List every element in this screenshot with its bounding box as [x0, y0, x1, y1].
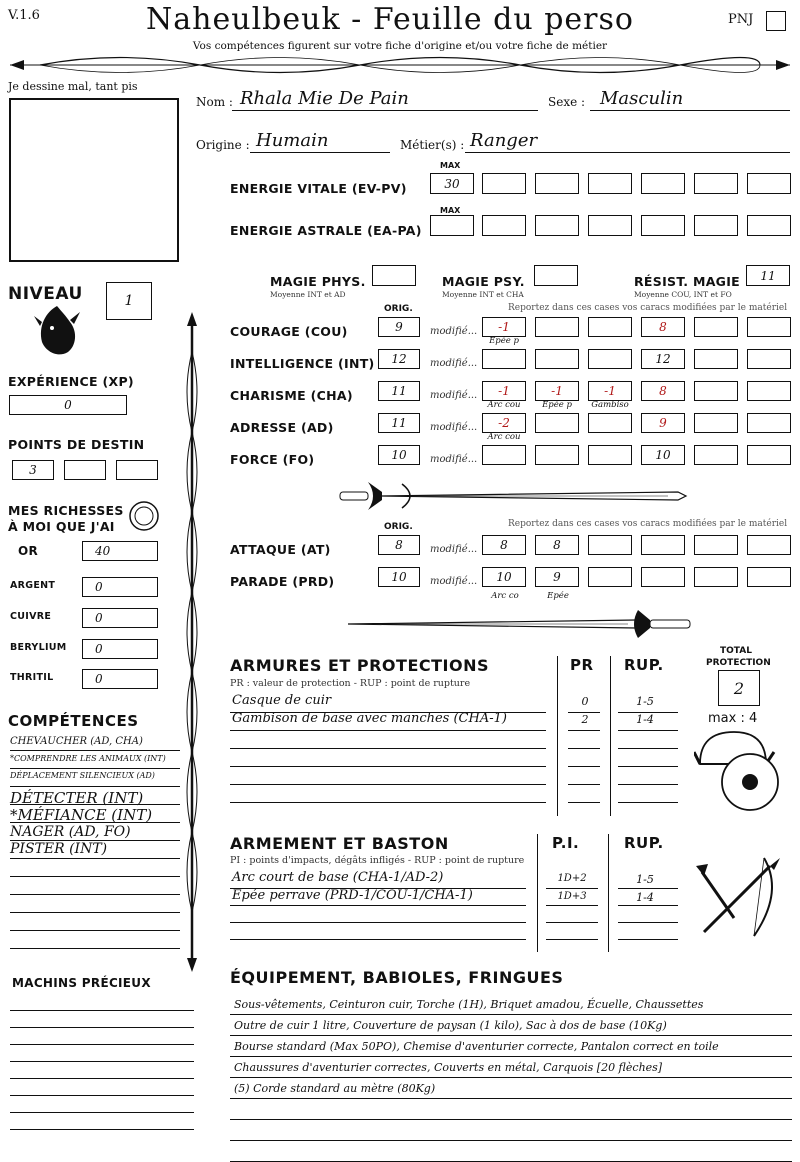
skill-line — [10, 894, 180, 895]
armor-sub: PR : valeur de protection - RUP : point de rupture — [230, 678, 471, 689]
weapons-col-divider-1 — [537, 834, 538, 952]
origine-value[interactable]: Humain — [256, 130, 329, 151]
armor-line — [230, 802, 546, 803]
skill-line — [10, 786, 180, 787]
sexe-value[interactable]: Masculin — [600, 88, 684, 109]
armor-col-divider-2 — [610, 656, 611, 816]
armor-rup-line — [618, 748, 678, 749]
combat-mod-box-5[interactable] — [694, 567, 738, 587]
destiny-box-2[interactable] — [64, 460, 106, 480]
weapons-col-pi: P.I. — [552, 834, 580, 852]
weapon-pi-line — [546, 905, 598, 906]
ev-box-6[interactable] — [747, 173, 791, 194]
stat-mod-box-1[interactable] — [482, 349, 526, 369]
treasure-line — [10, 1027, 194, 1028]
stat-mod-box-4[interactable]: 9 — [641, 413, 685, 433]
stat-name: CHARISME (CHA) — [230, 388, 353, 403]
level-label: NIVEAU — [8, 284, 83, 304]
combat-mod-box-3[interactable] — [588, 567, 632, 587]
combat-name: PARADE (PRD) — [230, 574, 335, 589]
portrait-box[interactable] — [9, 98, 179, 262]
armor-item-pr[interactable]: 2 — [581, 713, 589, 726]
skill-item: *COMPRENDRE LES ANIMAUX (INT) — [10, 753, 166, 763]
ea-box-4[interactable] — [641, 215, 685, 236]
skill-line — [10, 930, 180, 931]
stat-mod-box-4[interactable]: 8 — [641, 317, 685, 337]
ea-box-2[interactable] — [535, 215, 579, 236]
armor-item-rup[interactable]: 1-5 — [636, 695, 654, 708]
skills-title: COMPÉTENCES — [8, 712, 139, 730]
stat-mod-box-3[interactable] — [588, 317, 632, 337]
armor-line — [230, 784, 546, 785]
armor-line — [230, 730, 546, 731]
stat-mod-box-2[interactable] — [535, 317, 579, 337]
weapon-rup-line — [618, 939, 678, 940]
ea-box-5[interactable] — [694, 215, 738, 236]
stat-mod-box-4[interactable]: 8 — [641, 381, 685, 401]
ea-max-box[interactable] — [430, 215, 474, 236]
armor-rup-line — [618, 766, 678, 767]
ev-max-label: MAX — [440, 161, 461, 170]
combat-mod-box-6[interactable] — [747, 535, 791, 555]
wealth-name: ARGENT — [10, 580, 56, 591]
stat-mod-box-1[interactable]: -1 — [482, 381, 526, 401]
sheet-title: Naheulbeuk - Feuille du perso — [146, 2, 634, 37]
ev-label: ENERGIE VITALE (EV-PV) — [230, 181, 407, 196]
weapons-icon — [694, 852, 784, 942]
stat-name: INTELLIGENCE (INT) — [230, 356, 375, 371]
weapons-title: ARMEMENT ET BASTON — [230, 834, 449, 853]
wealth-name: BERYLIUM — [10, 642, 67, 653]
armor-pr-line — [568, 802, 600, 803]
wealth-label-1: MES RICHESSES — [8, 503, 124, 518]
armor-item-name[interactable]: Casque de cuir — [232, 693, 332, 708]
skill-line — [10, 858, 180, 859]
equipment-line — [230, 1098, 792, 1099]
treasures-title: MACHINS PRÉCIEUX — [12, 976, 151, 990]
armor-item-name[interactable]: Gambison de base avec manches (CHA-1) — [232, 711, 507, 726]
destiny-box-3[interactable] — [116, 460, 158, 480]
treasure-line — [10, 1061, 194, 1062]
stat-note: Epée p — [542, 400, 572, 410]
metier-label: Métier(s) : — [400, 138, 465, 152]
coin-icon — [128, 500, 160, 532]
combat-modified-label: modifié... — [430, 544, 478, 555]
wealth-name: OR — [18, 544, 39, 558]
combat-orig[interactable]: 10 — [378, 567, 420, 587]
metier-value[interactable]: Ranger — [470, 130, 538, 151]
wealth-value[interactable]: 0 — [82, 669, 158, 689]
armor-line — [230, 766, 546, 767]
stat-mod-box-6[interactable] — [747, 445, 791, 465]
armor-title: ARMURES ET PROTECTIONS — [230, 656, 489, 675]
ev-box-4[interactable] — [641, 173, 685, 194]
combat-mod-box-6[interactable] — [747, 567, 791, 587]
weapon-pi-line — [546, 939, 598, 940]
stat-mod-box-2[interactable] — [535, 445, 579, 465]
magic-phys-box[interactable] — [372, 265, 416, 286]
armor-rup-line — [618, 730, 678, 731]
stat-mod-box-3[interactable] — [588, 349, 632, 369]
armor-item-rup[interactable]: 1-4 — [636, 713, 654, 726]
metier-line — [465, 152, 790, 153]
stat-mod-box-6[interactable] — [747, 413, 791, 433]
staff-ornament — [180, 312, 204, 972]
skill-item: PISTER (INT) — [10, 841, 108, 857]
stat-mod-box-2[interactable] — [535, 413, 579, 433]
equipment-title: ÉQUIPEMENT, BABIOLES, FRINGUES — [230, 968, 564, 987]
stat-modified-label: modifié... — [430, 358, 478, 369]
combat-mod-box-4[interactable] — [641, 567, 685, 587]
weapon-item-pi[interactable]: 1D+3 — [557, 891, 587, 902]
stats-orig-label: ORIG. — [384, 304, 413, 314]
resist-label: RÉSIST. MAGIE — [634, 274, 741, 289]
armor-pr-line — [568, 784, 600, 785]
equipment-item[interactable]: Chaussures d'aventurier correctes, Couverts en métal, Carquois [20 flèches] — [234, 1061, 663, 1074]
ev-box-2[interactable] — [535, 173, 579, 194]
treasure-line — [10, 1078, 194, 1079]
origine-line — [250, 152, 390, 153]
weapon-item-name[interactable]: Arc court de base (CHA-1/AD-2) — [232, 870, 444, 885]
weapon-pi-line — [546, 888, 598, 889]
skill-item: DÉTECTER (INT) — [10, 788, 144, 807]
stat-orig[interactable]: 9 — [378, 317, 420, 337]
weapon-item-name[interactable]: Epée perrave (PRD-1/COU-1/CHA-1) — [232, 888, 473, 903]
skill-item: DÉPLACEMENT SILENCIEUX (AD) — [10, 771, 155, 780]
treasure-line — [10, 1044, 194, 1045]
ev-box-5[interactable] — [694, 173, 738, 194]
equipment-line — [230, 1077, 792, 1078]
equipment-line — [230, 1035, 792, 1036]
stat-mod-box-5[interactable] — [694, 317, 738, 337]
header-ornament — [0, 52, 800, 78]
treasure-line — [10, 1010, 194, 1011]
version-label: V.1.6 — [8, 8, 40, 23]
sexe-line — [590, 110, 790, 111]
skill-line — [10, 912, 180, 913]
equipment-line — [230, 1140, 792, 1141]
armor-pr-line — [568, 748, 600, 749]
wealth-value[interactable]: 0 — [82, 577, 158, 597]
armor-line — [230, 748, 546, 749]
stat-mod-box-6[interactable] — [747, 317, 791, 337]
armor-pr-line — [568, 766, 600, 767]
level-value[interactable]: 1 — [106, 282, 152, 320]
stat-orig[interactable]: 10 — [378, 445, 420, 465]
stat-mod-box-2[interactable]: -1 — [535, 381, 579, 401]
weapon-rup-line — [618, 905, 678, 906]
stat-mod-box-6[interactable] — [747, 349, 791, 369]
equipment-line — [230, 1056, 792, 1057]
max-protection: max : 4 — [708, 711, 758, 726]
stat-note: Arc cou — [487, 400, 521, 410]
combat-under-2: Epée — [547, 591, 569, 601]
magic-psy-sub: Moyenne INT et CHA — [442, 290, 524, 299]
stat-mod-box-5[interactable] — [694, 413, 738, 433]
weapon-line — [230, 922, 526, 923]
skill-line — [10, 804, 180, 805]
skill-item: *MÉFIANCE (INT) — [10, 806, 153, 824]
ea-box-3[interactable] — [588, 215, 632, 236]
weapon-line — [230, 939, 526, 940]
combat-mod-box-5[interactable] — [694, 535, 738, 555]
stat-mod-box-3[interactable] — [588, 445, 632, 465]
stat-mod-box-5[interactable] — [694, 349, 738, 369]
nom-label: Nom : — [196, 95, 233, 109]
combat-orig[interactable]: 8 — [378, 535, 420, 555]
stat-note: Gambiso — [591, 400, 629, 410]
equipment-line — [230, 1119, 792, 1120]
skill-line — [10, 750, 180, 751]
combat-mod-box-2[interactable]: 9 — [535, 567, 579, 587]
combat-mod-box-2[interactable]: 8 — [535, 535, 579, 555]
magic-phys-label: MAGIE PHYS. — [270, 274, 366, 289]
origine-label: Origine : — [196, 138, 250, 152]
stat-mod-box-1[interactable]: -1 — [482, 317, 526, 337]
skill-line — [10, 948, 180, 949]
armor-rup-line — [618, 784, 678, 785]
treasure-line — [10, 1095, 194, 1096]
ev-box-1[interactable] — [482, 173, 526, 194]
total-protection-label-2: PROTECTION — [706, 658, 771, 668]
weapon-pi-line — [546, 922, 598, 923]
magic-phys-sub: Moyenne INT et AD — [270, 290, 346, 299]
weapon-item-rup[interactable]: 1-5 — [636, 873, 654, 886]
equipment-item[interactable]: Sous-vêtements, Ceinturon cuir, Torche (1H), Briquet amadou, Écuelle, Chaussettes — [234, 998, 704, 1011]
weapon-line — [230, 905, 526, 906]
stat-mod-box-4[interactable]: 12 — [641, 349, 685, 369]
stat-modified-label: modifié... — [430, 326, 478, 337]
resist-box[interactable]: 11 — [746, 265, 790, 286]
weapons-sub: PI : points d'impacts, dégâts infligés - RUP : point de rupture — [230, 855, 525, 866]
ev-box-3[interactable] — [588, 173, 632, 194]
combat-orig-label: ORIG. — [384, 522, 413, 532]
weapon-item-rup[interactable]: 1-4 — [636, 891, 654, 904]
equipment-item[interactable]: (5) Corde standard au mètre (80Kg) — [234, 1082, 436, 1095]
stat-name: COURAGE (COU) — [230, 324, 348, 339]
stat-orig[interactable]: 11 — [378, 413, 420, 433]
combat-name: ATTAQUE (AT) — [230, 542, 331, 557]
armor-rup-line — [618, 802, 678, 803]
magic-psy-label: MAGIE PSY. — [442, 274, 525, 289]
stat-note: Epée p — [489, 336, 519, 346]
stat-orig[interactable]: 11 — [378, 381, 420, 401]
equipment-line — [230, 1014, 792, 1015]
stat-name: ADRESSE (AD) — [230, 420, 334, 435]
resist-sub: Moyenne COU, INT et FO — [634, 290, 732, 299]
combat-mod-box-1[interactable]: 8 — [482, 535, 526, 555]
wealth-value[interactable]: 40 — [82, 541, 158, 561]
portrait-label: Je dessine mal, tant pis — [8, 80, 138, 93]
combat-modified-label: modifié... — [430, 576, 478, 587]
pnj-checkbox[interactable] — [766, 11, 786, 31]
skill-line — [10, 822, 180, 823]
combat-mod-box-1[interactable]: 10 — [482, 567, 526, 587]
stat-mod-box-6[interactable] — [747, 381, 791, 401]
armor-col-pr: PR — [570, 656, 594, 674]
weapons-col-divider-2 — [608, 834, 609, 952]
combat-mod-box-3[interactable] — [588, 535, 632, 555]
stat-orig[interactable]: 12 — [378, 349, 420, 369]
ea-box-1[interactable] — [482, 215, 526, 236]
wealth-name: CUIVRE — [10, 611, 52, 622]
nom-value[interactable]: Rhala Mie De Pain — [240, 88, 409, 109]
skill-item: CHEVAUCHER (AD, CHA) — [10, 736, 143, 747]
sexe-label: Sexe : — [548, 95, 586, 109]
skill-line — [10, 840, 180, 841]
stat-note: Arc cou — [487, 432, 521, 442]
stat-mod-box-5[interactable] — [694, 445, 738, 465]
weapons-col-rup: RUP. — [624, 834, 664, 852]
stat-modified-label: modifié... — [430, 390, 478, 401]
pnj-label: PNJ — [728, 12, 754, 27]
stat-mod-box-1[interactable]: -2 — [482, 413, 526, 433]
skill-line — [10, 768, 180, 769]
ea-label: ENERGIE ASTRALE (EA-PA) — [230, 223, 422, 238]
wealth-label-2: À MOI QUE J'AI — [8, 519, 115, 534]
stat-mod-box-1[interactable] — [482, 445, 526, 465]
xp-value[interactable]: 0 — [9, 395, 127, 415]
stat-name: FORCE (FO) — [230, 452, 315, 467]
combat-mod-box-4[interactable] — [641, 535, 685, 555]
stats-note: Reportez dans ces cases vos caracs modifiées par le matériel — [508, 303, 788, 313]
armor-col-divider-1 — [557, 656, 558, 816]
wealth-name: THRITIL — [10, 672, 54, 683]
sword-ornament-2 — [338, 604, 698, 644]
treasure-line — [10, 1129, 194, 1130]
sheet-subtitle: Vos compétences figurent sur votre fiche d'origine et/ou votre fiche de métier — [192, 40, 608, 52]
dragon-icon — [32, 302, 82, 360]
ea-max-label: MAX — [440, 206, 461, 215]
combat-note: Reportez dans ces cases vos caracs modifiées par le matériel — [508, 519, 788, 529]
wealth-value[interactable]: 0 — [82, 608, 158, 628]
nom-line — [232, 110, 538, 111]
weapon-item-pi[interactable]: 1D+2 — [557, 873, 587, 884]
equipment-item[interactable]: Bourse standard (Max 50PO), Chemise d'aventurier correcte, Pantalon correct en toile — [234, 1040, 719, 1053]
ev-max-box[interactable]: 30 — [430, 173, 474, 194]
combat-under-1: Arc co — [491, 591, 519, 601]
total-protection-label-1: TOTAL — [720, 646, 752, 656]
stat-mod-box-4[interactable]: 10 — [641, 445, 685, 465]
treasure-line — [10, 1112, 194, 1113]
ea-box-6[interactable] — [747, 215, 791, 236]
xp-label: EXPÉRIENCE (XP) — [8, 374, 134, 389]
destiny-box-1[interactable]: 3 — [12, 460, 54, 480]
weapon-rup-line — [618, 888, 678, 889]
stat-mod-box-3[interactable]: -1 — [588, 381, 632, 401]
stat-modified-label: modifié... — [430, 454, 478, 465]
armor-item-pr[interactable]: 0 — [581, 695, 589, 708]
skill-line — [10, 876, 180, 877]
stat-mod-box-5[interactable] — [694, 381, 738, 401]
armor-pr-line — [568, 730, 600, 731]
stat-modified-label: modifié... — [430, 422, 478, 433]
stat-mod-box-3[interactable] — [588, 413, 632, 433]
total-protection-box[interactable]: 2 — [718, 670, 760, 706]
equipment-item[interactable]: Outre de cuir 1 litre, Couverture de paysan (1 kilo), Sac à dos de base (10Kg) — [234, 1019, 667, 1032]
wealth-value[interactable]: 0 — [82, 639, 158, 659]
sword-ornament-1 — [338, 476, 688, 516]
helmet-shield-icon — [694, 728, 784, 812]
armor-col-rup: RUP. — [624, 656, 664, 674]
stat-mod-box-2[interactable] — [535, 349, 579, 369]
destiny-label: POINTS DE DESTIN — [8, 437, 145, 452]
weapon-rup-line — [618, 922, 678, 923]
skill-item: NAGER (AD, FO) — [10, 823, 131, 840]
magic-psy-box[interactable] — [534, 265, 578, 286]
